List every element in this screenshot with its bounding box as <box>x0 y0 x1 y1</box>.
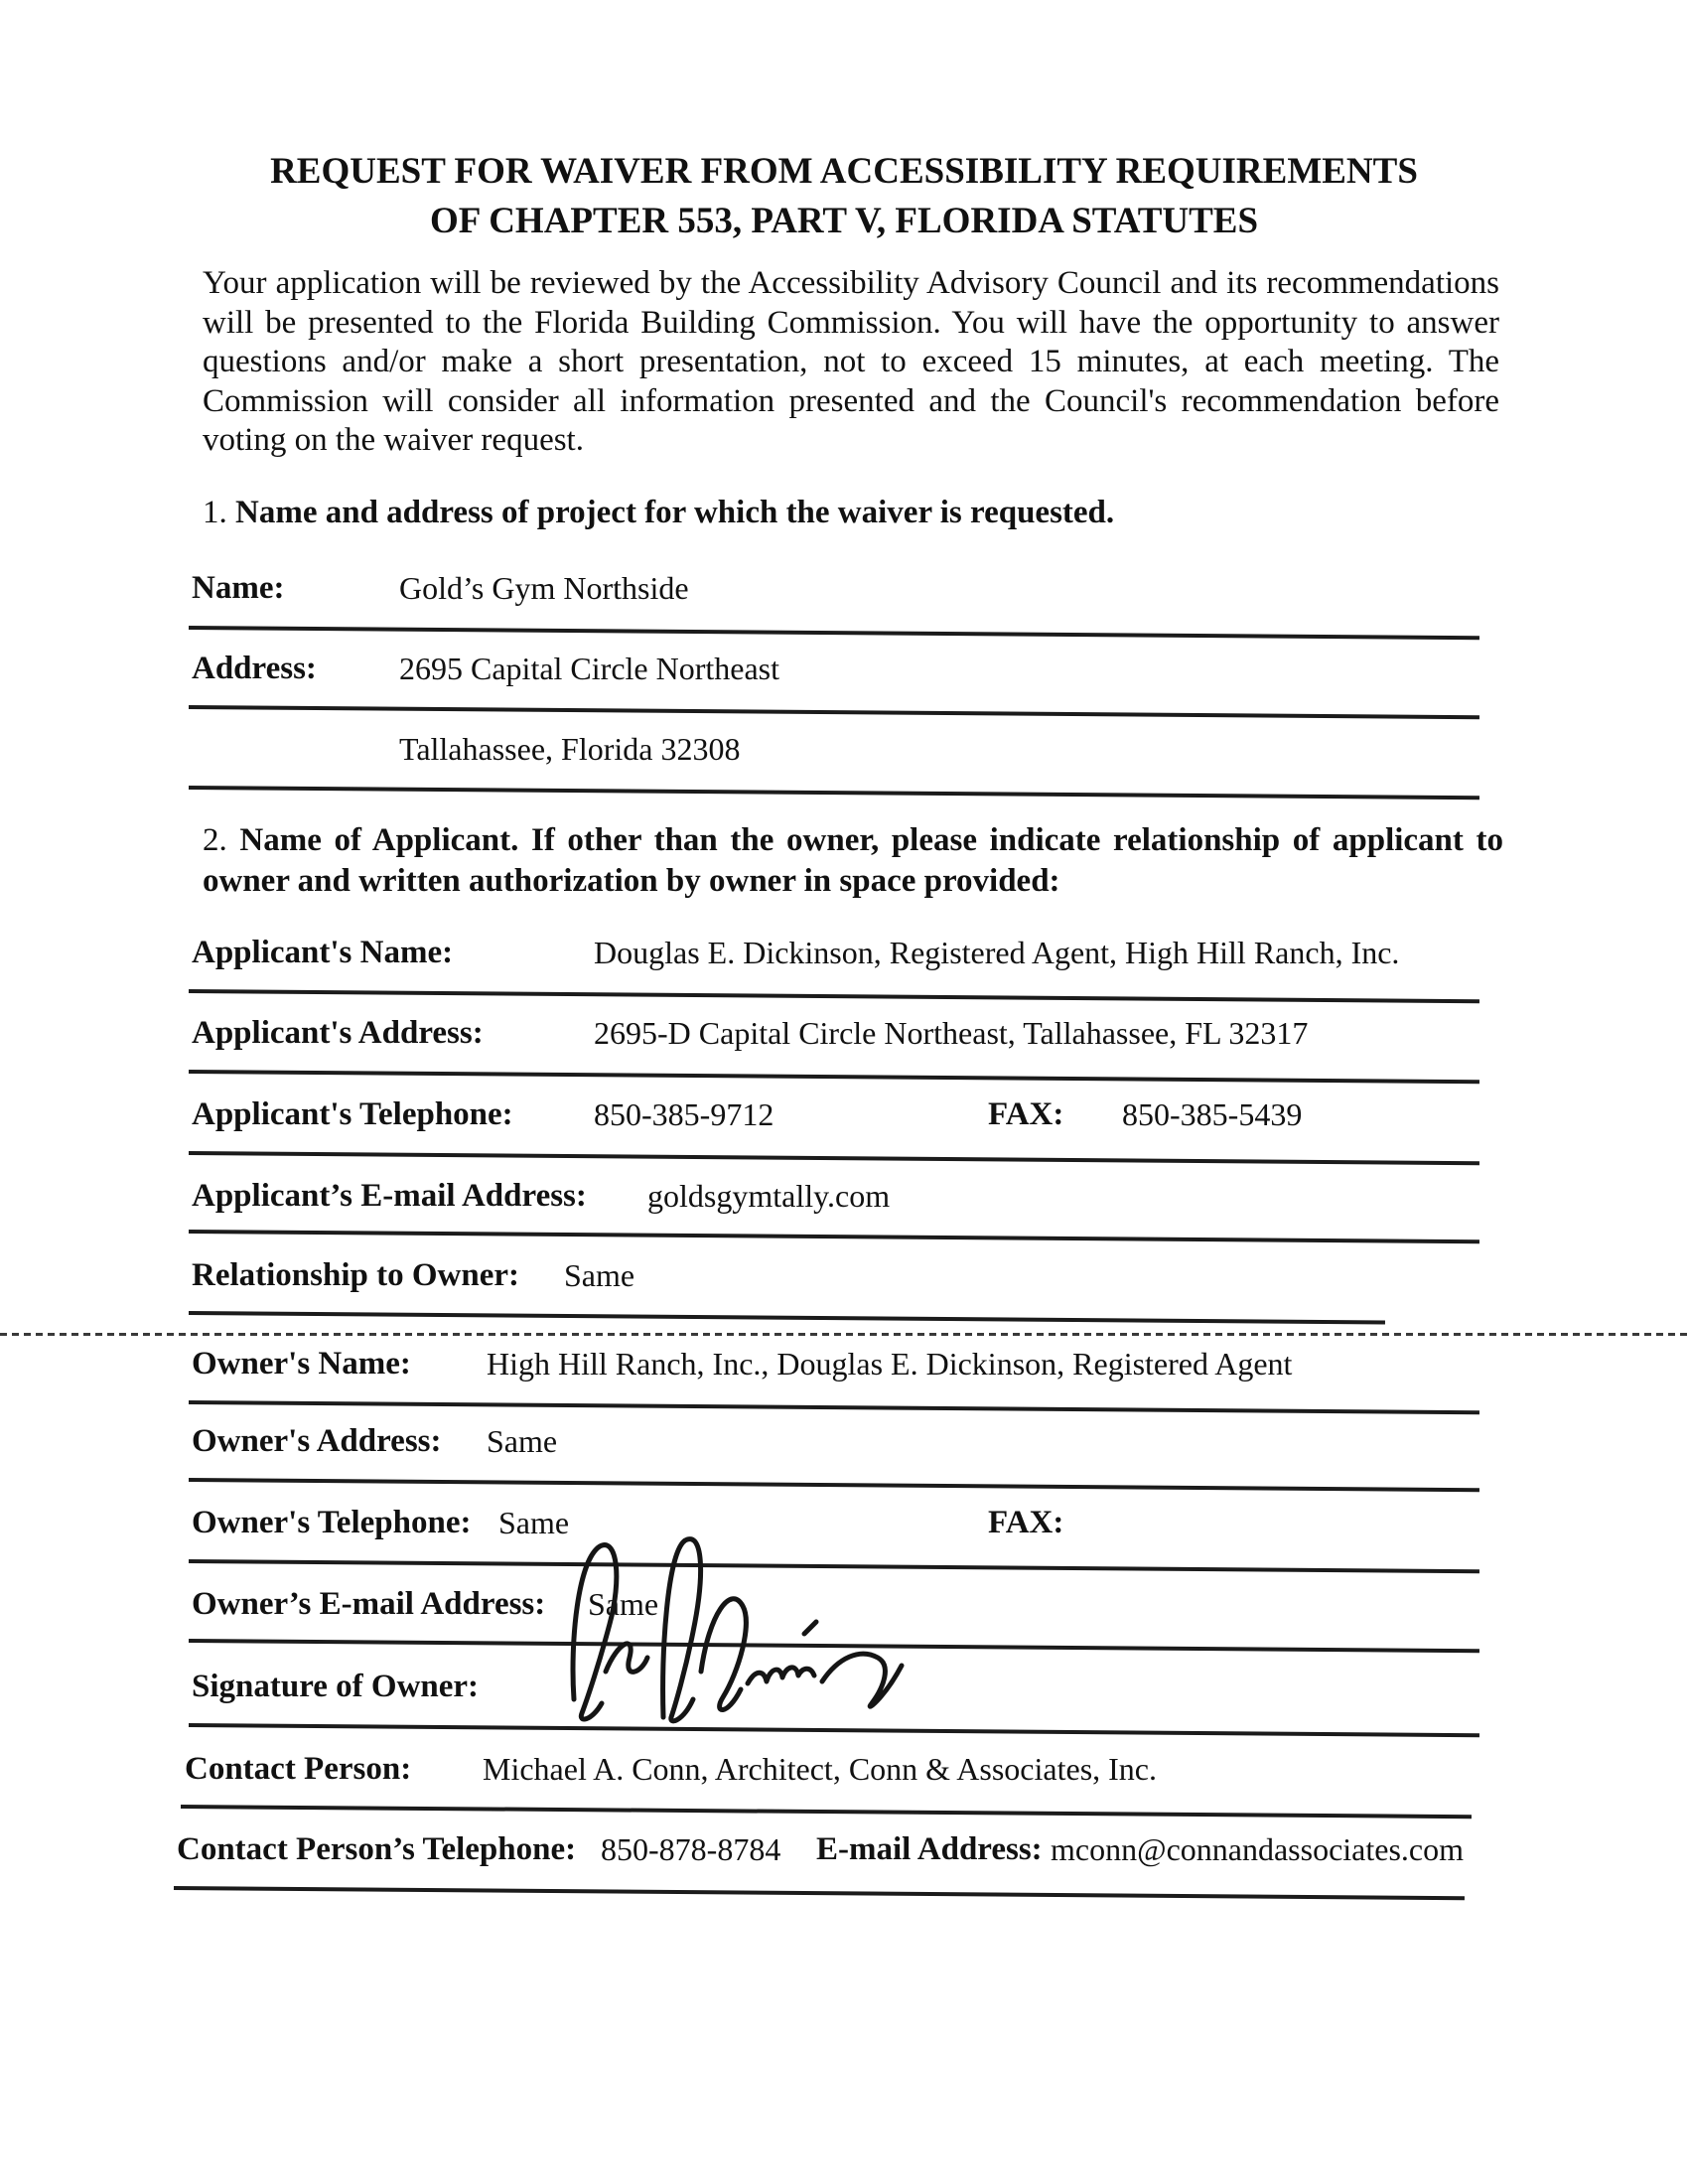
owner-fax-label: FAX: <box>988 1505 1064 1540</box>
section1-heading <box>203 493 1503 533</box>
field-row-project-address2 <box>0 731 1688 777</box>
document-title-line1: REQUEST FOR WAIVER FROM ACCESSIBILITY REQUIREMENTS <box>270 151 1418 192</box>
applicant-address-label: Applicant's Address: <box>192 1015 484 1051</box>
field-underline <box>181 1805 1472 1819</box>
project-name-label: Name: <box>192 570 285 606</box>
applicant-telephone-label: Applicant's Telephone: <box>192 1096 513 1132</box>
contact-email-label: E-mail Address: <box>816 1831 1043 1867</box>
field-underline <box>189 1478 1479 1492</box>
field-row-owner-address <box>0 1423 1688 1469</box>
section2-heading <box>203 820 1503 902</box>
project-address-value2: Tallahassee, Florida 32308 <box>399 731 741 767</box>
owner-address-value: Same <box>487 1423 558 1459</box>
applicant-email-label: Applicant’s E-mail Address: <box>192 1178 587 1214</box>
field-underline <box>189 786 1479 800</box>
applicant-fax-value: 850-385-5439 <box>1122 1096 1303 1132</box>
owner-address-label: Owner's Address: <box>192 1423 442 1459</box>
field-row-contact-person <box>0 1751 1688 1797</box>
field-row-project-name <box>0 570 1688 616</box>
project-address-label: Address: <box>192 651 317 686</box>
contact-telephone-label: Contact Person’s Telephone: <box>177 1831 577 1867</box>
applicant-name-label: Applicant's Name: <box>192 935 454 970</box>
dotted-separator-line <box>0 1333 1688 1336</box>
field-underline <box>174 1886 1465 1900</box>
field-underline <box>189 1151 1479 1165</box>
contact-telephone-value: 850-878-8784 <box>601 1831 781 1867</box>
document-title <box>99 147 1589 246</box>
field-underline <box>189 989 1479 1003</box>
field-row-applicant-address <box>0 1015 1688 1061</box>
field-underline <box>189 705 1479 719</box>
owner-signature-label: Signature of Owner: <box>192 1669 480 1704</box>
project-name-value: Gold’s Gym Northside <box>399 570 689 606</box>
applicant-email-value: goldsgymtally.com <box>647 1178 891 1214</box>
owner-email-label: Owner’s E-mail Address: <box>192 1586 546 1622</box>
owner-name-label: Owner's Name: <box>192 1346 411 1382</box>
field-row-owner-name <box>0 1346 1688 1391</box>
owner-telephone-label: Owner's Telephone: <box>192 1505 472 1540</box>
contact-email-value: mconn@connandassociates.com <box>1051 1831 1465 1867</box>
applicant-address-value: 2695-D Capital Circle Northeast, Tallahassee, FL 32317 <box>594 1015 1309 1051</box>
owner-signature-handwriting <box>544 1523 941 1736</box>
owner-telephone-value: Same <box>498 1505 570 1540</box>
applicant-fax-label: FAX: <box>988 1096 1064 1132</box>
owner-email-value: Same <box>588 1586 659 1622</box>
applicant-telephone-value: 850-385-9712 <box>594 1096 774 1132</box>
section1-heading-text: Name and address of project for which the waiver is requested. <box>235 495 1115 530</box>
section2-heading-text: Name of Applicant. If other than the owner, please indicate relationship of applicant to owner and written authorization by owner in space provided: <box>203 822 1504 899</box>
field-underline <box>189 1311 1385 1324</box>
applicant-name-value: Douglas E. Dickinson, Registered Agent, High Hill Ranch, Inc. <box>594 935 1400 970</box>
field-row-applicant-email <box>0 1178 1688 1224</box>
field-row-relationship <box>0 1257 1688 1303</box>
relationship-label: Relationship to Owner: <box>192 1257 519 1293</box>
section1-number: 1. <box>203 495 227 530</box>
project-address-value: 2695 Capital Circle Northeast <box>399 651 780 686</box>
contact-person-value: Michael A. Conn, Architect, Conn & Associates, Inc. <box>483 1751 1157 1787</box>
field-underline <box>189 626 1479 640</box>
section2-number: 2. <box>203 822 227 858</box>
field-row-applicant-name <box>0 935 1688 980</box>
field-row-project-address <box>0 651 1688 696</box>
document-title-line2: OF CHAPTER 553, PART V, FLORIDA STATUTES <box>429 201 1259 241</box>
field-row-applicant-telephone <box>0 1096 1688 1142</box>
field-row-contact-telephone <box>0 1831 1688 1877</box>
contact-person-label: Contact Person: <box>185 1751 412 1787</box>
owner-name-value: High Hill Ranch, Inc., Douglas E. Dickinson, Registered Agent <box>487 1346 1293 1382</box>
field-underline <box>189 1400 1479 1414</box>
field-underline <box>189 1230 1479 1243</box>
field-underline <box>189 1070 1479 1084</box>
intro-paragraph: Your application will be reviewed by the Accessibility Advisory Council and its recommendations will be presented to the Florida Building Commission. You will have the opportunity to answer questions and/or make a short presentation, not to exceed 15 minutes, at each meeting. The Commission will consider all information presented and the Council's recommendation before voting on the waiver request. <box>203 265 1499 458</box>
relationship-value: Same <box>564 1257 635 1293</box>
